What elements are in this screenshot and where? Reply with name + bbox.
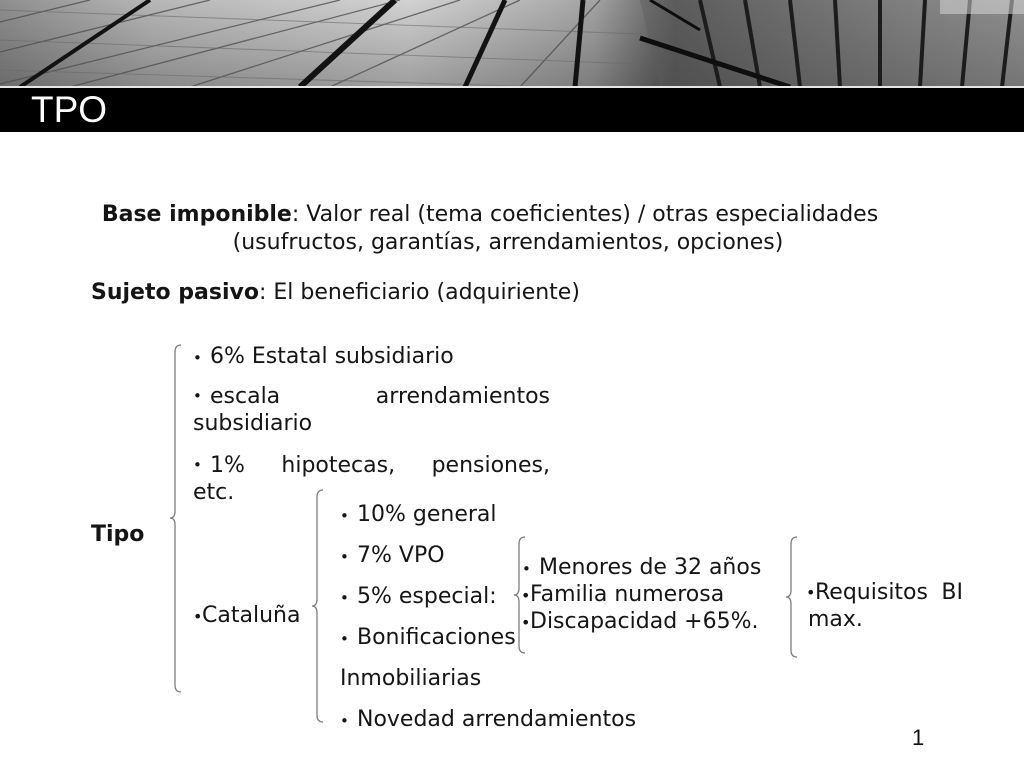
especial-item-text: Familia numerosa <box>530 582 725 607</box>
cataluna-item-text: Novedad arrendamientos <box>357 707 637 732</box>
especial-item-familia <box>521 581 724 609</box>
base-imponible-line1 <box>40 201 940 228</box>
especial-item-discapacidad <box>521 608 758 636</box>
tipo-label: Tipo <box>91 522 145 547</box>
cataluna-item-vpo <box>340 542 445 571</box>
cataluna-item-bonificaciones <box>340 624 516 653</box>
page-number: 1 <box>912 725 925 750</box>
bullet: • <box>521 586 531 605</box>
especial-item-text: Menores de 32 años <box>539 555 762 580</box>
tipo-item-cataluna <box>193 602 300 630</box>
requisitos-brace <box>786 537 797 657</box>
bullet: • <box>340 507 349 525</box>
bullet: • <box>193 607 203 626</box>
cataluna-item-text: 5% especial: <box>357 584 497 609</box>
base-imponible-line2: (usufructos, garantías, arrendamientos, opciones) <box>232 230 784 255</box>
bullet: • <box>193 387 202 405</box>
cataluna-item-general <box>340 501 497 530</box>
cataluna-item-bonificaciones-continuation: Inmobiliarias <box>340 666 482 691</box>
bullet: • <box>340 712 349 730</box>
cataluna-item-novedad <box>340 706 636 735</box>
title-band <box>0 88 1024 132</box>
tipo-item-cataluna-text: Cataluña <box>202 603 301 628</box>
sujeto-pasivo-text: : El beneficiario (adquiriente) <box>258 280 580 305</box>
tipo-item-hipotecas-text: 1% hipotecas, pensiones, <box>210 453 550 478</box>
cataluna-item-especial <box>340 583 497 612</box>
tipo-item-estatal-text: 6% Estatal subsidiario <box>210 344 454 369</box>
especial-item-menores <box>522 554 761 583</box>
cataluna-brace <box>312 490 323 722</box>
bullet: • <box>521 613 531 632</box>
tipo-item-estatal <box>193 343 454 372</box>
tipo-item-escala-line2: subsidiario <box>193 411 313 436</box>
especial-item-text: Discapacidad +65%. <box>530 609 759 634</box>
tipo-item-escala-text: escala arrendamientos <box>210 384 550 409</box>
requisitos-text: Requisitos BI <box>815 580 963 605</box>
bullet: • <box>193 456 202 474</box>
requisitos-line1 <box>806 579 963 606</box>
bullet: • <box>340 589 349 607</box>
slide-title: TPO <box>31 89 108 130</box>
cataluna-item-text: 7% VPO <box>357 543 445 568</box>
base-imponible-text: : Valor real (tema coeficientes) / otras especialidades <box>291 202 879 227</box>
tipo-item-escala-line1 <box>193 383 550 410</box>
header-building-photo <box>0 0 1024 87</box>
sujeto-pasivo-line <box>91 279 580 306</box>
tipo-brace <box>170 345 181 692</box>
tipo-item-hipotecas-line1 <box>193 452 550 479</box>
bullet: • <box>193 349 202 367</box>
bullet: • <box>340 548 349 566</box>
tipo-item-hipotecas-line2: etc. <box>193 480 235 505</box>
sujeto-pasivo-label: Sujeto pasivo <box>91 280 259 305</box>
base-imponible-label: Base imponible <box>101 202 292 227</box>
bullet: • <box>340 630 349 648</box>
cataluna-item-text: Bonificaciones <box>357 625 516 650</box>
cataluna-item-text: 10% general <box>357 502 497 527</box>
bullet: • <box>522 560 531 578</box>
requisitos-line2: max. <box>808 607 863 632</box>
bullet: • <box>806 583 816 602</box>
